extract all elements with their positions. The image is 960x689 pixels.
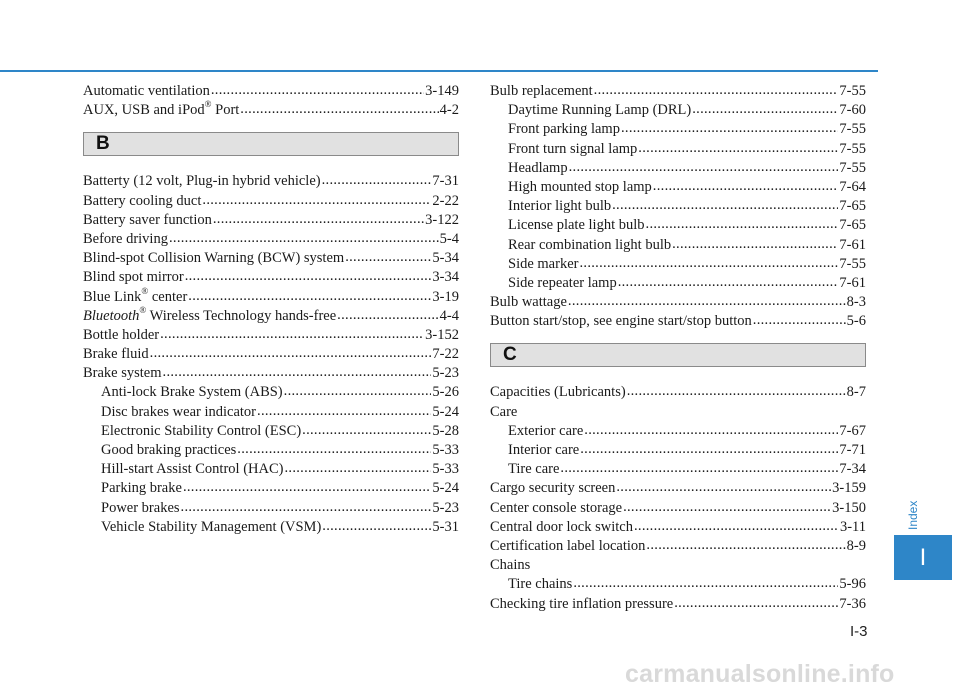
dot-leader bbox=[569, 158, 839, 177]
entry-page-ref: 5-28 bbox=[432, 422, 459, 439]
index-entry[interactable] bbox=[83, 479, 459, 498]
entry-label bbox=[508, 575, 572, 594]
dot-leader bbox=[674, 594, 838, 613]
dot-leader bbox=[211, 81, 424, 100]
entry-label-suffix: Port bbox=[211, 102, 240, 119]
dot-leader bbox=[672, 235, 838, 254]
entry-page-ref: 5-26 bbox=[432, 384, 459, 401]
entry-page-ref: 5-96 bbox=[839, 576, 866, 593]
entry-label bbox=[101, 518, 321, 537]
index-entry[interactable] bbox=[490, 403, 866, 422]
section-letter-c: C bbox=[503, 344, 517, 366]
dot-leader bbox=[653, 177, 839, 196]
index-entry[interactable] bbox=[490, 441, 866, 460]
entry-page-ref: 7-65 bbox=[839, 217, 866, 234]
entry-label-suffix: center bbox=[148, 288, 188, 305]
dot-leader bbox=[638, 139, 838, 158]
entry-page-ref: 5-6 bbox=[846, 313, 866, 330]
entry-page-ref: 7-61 bbox=[839, 274, 866, 291]
index-column-left bbox=[83, 82, 459, 537]
entry-label bbox=[490, 403, 517, 422]
dot-leader bbox=[616, 478, 831, 497]
entry-label bbox=[508, 441, 579, 460]
index-entry[interactable] bbox=[83, 82, 459, 101]
entry-page-ref: 3-159 bbox=[832, 480, 866, 497]
entry-page-ref: 7-31 bbox=[432, 173, 459, 190]
entry-label bbox=[83, 192, 201, 211]
page-number: I-3 bbox=[850, 623, 868, 640]
entry-label-text: Side marker bbox=[508, 255, 579, 272]
entry-label-text: Checking tire inflation pressure bbox=[490, 595, 674, 612]
dot-leader bbox=[160, 325, 424, 344]
entry-page-ref: 3-122 bbox=[425, 211, 459, 228]
index-entry[interactable] bbox=[83, 268, 459, 287]
section-letter-b: B bbox=[96, 133, 110, 155]
entry-label-text: High mounted stop lamp bbox=[508, 178, 652, 195]
index-entry[interactable] bbox=[83, 192, 459, 211]
entry-label-text: Parking brake bbox=[101, 480, 182, 497]
index-entry[interactable] bbox=[83, 249, 459, 268]
entry-page-ref: 7-36 bbox=[839, 595, 866, 612]
entry-label-text: Front turn signal lamp bbox=[508, 140, 638, 157]
index-entry[interactable] bbox=[490, 575, 866, 594]
entry-page-ref: 7-34 bbox=[839, 461, 866, 478]
dot-leader bbox=[621, 119, 838, 138]
entry-page-ref: 5-4 bbox=[439, 230, 459, 247]
entry-label bbox=[508, 159, 568, 178]
watermark: carmanualsonline.info bbox=[625, 660, 895, 688]
entry-page-ref: 4-4 bbox=[439, 307, 459, 324]
entry-label bbox=[508, 460, 559, 479]
index-entry[interactable] bbox=[490, 159, 866, 178]
entries-b-list bbox=[83, 172, 459, 537]
entry-label-text: Before driving bbox=[83, 230, 168, 247]
entry-page-ref: 7-55 bbox=[839, 255, 866, 272]
index-entry[interactable] bbox=[83, 383, 459, 402]
dot-leader bbox=[322, 517, 431, 536]
entry-label-text: Chains bbox=[490, 557, 531, 574]
index-entry[interactable] bbox=[490, 537, 866, 556]
entry-label-text: Bluetooth bbox=[83, 307, 140, 324]
index-tab-label: Index bbox=[906, 500, 920, 530]
entry-page-ref: 5-31 bbox=[432, 518, 459, 535]
index-entry[interactable] bbox=[83, 499, 459, 518]
entry-label bbox=[508, 120, 620, 139]
dot-leader bbox=[612, 196, 838, 215]
entry-label bbox=[490, 499, 622, 518]
entry-page-ref: 7-67 bbox=[839, 422, 866, 439]
entry-label-text: Disc brakes wear indicator bbox=[101, 403, 257, 420]
entry-label-text: Vehicle Stability Management (VSM) bbox=[101, 518, 322, 535]
index-entry[interactable] bbox=[490, 101, 866, 120]
index-entry[interactable] bbox=[490, 293, 866, 312]
dot-leader bbox=[169, 229, 439, 248]
entry-label-text: Hill-start Assist Control (HAC) bbox=[101, 461, 284, 478]
entry-label bbox=[508, 197, 611, 216]
entries-b2-list bbox=[490, 82, 866, 331]
entry-label-text: Rear combination light bulb bbox=[508, 236, 672, 253]
entry-label-text: License plate light bulb bbox=[508, 217, 645, 234]
entry-label bbox=[490, 479, 615, 498]
dot-leader bbox=[188, 287, 431, 306]
index-tab-letter[interactable]: I bbox=[894, 535, 952, 580]
index-entry[interactable] bbox=[83, 518, 459, 537]
entry-page-ref: 7-60 bbox=[839, 102, 866, 119]
index-entry[interactable] bbox=[83, 403, 459, 422]
index-entry[interactable] bbox=[490, 216, 866, 235]
entry-label bbox=[490, 537, 645, 556]
entry-label-text: Button start/stop, see engine start/stop button bbox=[490, 313, 752, 330]
index-entry[interactable] bbox=[490, 197, 866, 216]
dot-leader bbox=[584, 421, 838, 440]
index-entry[interactable] bbox=[83, 285, 459, 307]
entry-page-ref: 3-149 bbox=[425, 83, 459, 99]
index-entry[interactable] bbox=[490, 479, 866, 498]
entry-label bbox=[508, 274, 617, 293]
entry-label-text: Bulb replacement bbox=[490, 83, 593, 99]
entry-label bbox=[490, 518, 633, 537]
dot-leader bbox=[150, 344, 432, 363]
dot-leader bbox=[183, 478, 431, 497]
index-entry[interactable] bbox=[83, 460, 459, 479]
entry-label-text: Blind-spot Collision Warning (BCW) system bbox=[83, 250, 345, 267]
entry-page-ref: 7-61 bbox=[839, 236, 866, 253]
entry-label bbox=[490, 312, 752, 331]
index-entry[interactable] bbox=[83, 211, 459, 230]
entry-label bbox=[83, 268, 184, 287]
entry-page-ref: 5-33 bbox=[432, 461, 459, 478]
entry-label-text: Side repeater lamp bbox=[508, 274, 617, 291]
entry-page-ref: 7-55 bbox=[839, 159, 866, 176]
entry-page-ref: 3-11 bbox=[839, 518, 866, 535]
index-entry[interactable] bbox=[83, 304, 459, 326]
index-entry[interactable] bbox=[490, 178, 866, 197]
index-entry[interactable] bbox=[83, 101, 459, 120]
dot-leader bbox=[202, 191, 431, 210]
entry-page-ref: 5-33 bbox=[432, 442, 459, 458]
entry-label-text: Tire care bbox=[508, 461, 560, 478]
entry-label bbox=[83, 285, 188, 307]
dot-leader bbox=[573, 574, 838, 593]
entry-label bbox=[83, 82, 210, 101]
entry-label-text: Brake system bbox=[83, 365, 162, 382]
entry-label-text: Center console storage bbox=[490, 499, 623, 516]
entry-label bbox=[490, 82, 593, 101]
registered-mark: ® bbox=[139, 304, 147, 315]
dot-leader bbox=[646, 215, 839, 234]
dot-leader bbox=[213, 210, 424, 229]
entry-page-ref: 5-23 bbox=[432, 365, 459, 382]
index-entry[interactable] bbox=[490, 518, 866, 537]
entry-label-text: Front parking lamp bbox=[508, 121, 620, 138]
entry-page-ref: 5-24 bbox=[432, 480, 459, 497]
entry-page-ref: 2-22 bbox=[432, 192, 459, 209]
entry-page-ref: 8-3 bbox=[846, 294, 866, 311]
entry-label bbox=[508, 236, 671, 255]
entry-label-text: Battery cooling duct bbox=[83, 192, 202, 209]
entry-label-text: Blue Link bbox=[83, 288, 142, 305]
entry-label-text: Daytime Running Lamp (DRL) bbox=[508, 102, 692, 119]
entry-label bbox=[490, 595, 673, 614]
dot-leader bbox=[284, 382, 432, 401]
entry-label bbox=[101, 479, 182, 498]
entry-label-suffix: Wireless Technology hands-free bbox=[146, 307, 337, 324]
entry-label-text: Brake fluid bbox=[83, 346, 149, 363]
index-entry[interactable] bbox=[490, 422, 866, 441]
entry-label-text: Care bbox=[490, 403, 518, 420]
entry-label-text: Automatic ventilation bbox=[83, 83, 210, 99]
dot-leader bbox=[692, 100, 838, 119]
dot-leader bbox=[322, 171, 432, 190]
entry-label bbox=[83, 364, 162, 383]
entry-label bbox=[101, 403, 256, 422]
entry-label bbox=[83, 304, 337, 326]
index-entry[interactable] bbox=[490, 140, 866, 159]
index-entry[interactable] bbox=[490, 383, 866, 402]
top-rule bbox=[0, 70, 878, 72]
entry-label bbox=[83, 249, 344, 268]
entry-page-ref: 7-55 bbox=[839, 83, 866, 99]
entry-page-ref: 3-34 bbox=[432, 269, 459, 286]
index-entry[interactable] bbox=[490, 499, 866, 518]
dot-leader bbox=[627, 382, 846, 401]
entries-a-list bbox=[83, 82, 459, 120]
entries-c-list bbox=[490, 383, 866, 613]
dot-leader bbox=[634, 517, 839, 536]
entry-label bbox=[101, 460, 283, 479]
entry-page-ref: 8-7 bbox=[846, 384, 866, 401]
entry-label-text: Power brakes bbox=[101, 499, 180, 516]
entry-label bbox=[508, 101, 691, 120]
entry-page-ref: 3-152 bbox=[425, 326, 459, 343]
entry-page-ref: 7-71 bbox=[839, 442, 866, 458]
entry-label-text: Central door lock switch bbox=[490, 518, 633, 535]
dot-leader bbox=[257, 402, 431, 421]
entry-label bbox=[101, 383, 283, 402]
entry-label-text: Batterty (12 volt, Plug-in hybrid vehicle) bbox=[83, 173, 321, 190]
dot-leader bbox=[594, 81, 839, 100]
entry-page-ref: 8-9 bbox=[846, 537, 866, 554]
entry-page-ref: 7-22 bbox=[432, 346, 459, 363]
entry-label bbox=[508, 255, 578, 274]
entry-page-ref: 5-23 bbox=[432, 499, 459, 516]
dot-leader bbox=[163, 363, 432, 382]
entry-label bbox=[508, 140, 637, 159]
dot-leader bbox=[185, 267, 432, 286]
index-column-right bbox=[490, 82, 866, 614]
dot-leader bbox=[237, 440, 431, 459]
dot-leader bbox=[580, 440, 838, 459]
entry-label bbox=[508, 216, 645, 235]
dot-leader bbox=[579, 254, 838, 273]
entry-page-ref: 7-65 bbox=[839, 198, 866, 215]
entry-label bbox=[490, 293, 567, 312]
index-entry[interactable] bbox=[490, 82, 866, 101]
dot-leader bbox=[345, 248, 431, 267]
entry-label-text: Capacities (Lubricants) bbox=[490, 384, 626, 401]
index-entry[interactable] bbox=[490, 274, 866, 293]
entry-label bbox=[83, 172, 321, 191]
index-entry[interactable] bbox=[490, 595, 866, 614]
entry-page-ref: 4-2 bbox=[439, 102, 459, 119]
dot-leader bbox=[284, 459, 431, 478]
dot-leader bbox=[560, 459, 838, 478]
dot-leader bbox=[753, 311, 846, 330]
entry-page-ref: 7-55 bbox=[839, 121, 866, 138]
index-entry[interactable] bbox=[490, 236, 866, 255]
index-entry[interactable] bbox=[83, 345, 459, 364]
entry-label bbox=[83, 326, 159, 345]
index-entry[interactable] bbox=[83, 422, 459, 441]
entry-label bbox=[101, 499, 180, 518]
entry-label-text: Headlamp bbox=[508, 159, 568, 176]
index-entry[interactable] bbox=[83, 441, 459, 460]
entry-label bbox=[83, 101, 239, 120]
entry-label-text: Bulb wattage bbox=[490, 294, 567, 311]
index-entry[interactable] bbox=[490, 312, 866, 331]
entry-label-text: Electronic Stability Control (ESC) bbox=[101, 422, 302, 439]
dot-leader bbox=[337, 306, 438, 325]
index-entry[interactable] bbox=[490, 255, 866, 274]
entry-label bbox=[101, 441, 236, 460]
index-entry[interactable] bbox=[83, 230, 459, 249]
section-header-b bbox=[83, 132, 459, 156]
entry-label bbox=[83, 230, 168, 249]
entry-label-text: Certification label location bbox=[490, 537, 646, 554]
entry-label-text: Exterior care bbox=[508, 422, 584, 439]
entry-label-text: Cargo security screen bbox=[490, 480, 616, 497]
entry-page-ref: 7-55 bbox=[839, 140, 866, 157]
entry-label bbox=[83, 211, 212, 230]
dot-leader bbox=[623, 498, 831, 517]
entry-label-text: Tire chains bbox=[508, 576, 573, 593]
index-entry[interactable] bbox=[490, 460, 866, 479]
entry-page-ref: 3-150 bbox=[832, 499, 866, 516]
dot-leader bbox=[618, 273, 839, 292]
registered-mark: ® bbox=[141, 285, 149, 296]
entry-label bbox=[490, 556, 530, 575]
entry-label-text: Bottle holder bbox=[83, 326, 160, 343]
entry-label bbox=[508, 178, 652, 197]
dot-leader bbox=[181, 498, 432, 517]
entry-page-ref: 5-24 bbox=[432, 403, 459, 420]
entry-page-ref: 5-34 bbox=[432, 250, 459, 267]
entry-label-text: AUX, USB and iPod bbox=[83, 102, 205, 119]
index-entry[interactable] bbox=[83, 326, 459, 345]
entry-label-text: Interior light bulb bbox=[508, 198, 612, 215]
entry-label-text: Anti-lock Brake System (ABS) bbox=[101, 384, 283, 401]
dot-leader bbox=[302, 421, 431, 440]
entry-page-ref: 3-19 bbox=[432, 288, 459, 305]
entry-label bbox=[83, 345, 149, 364]
dot-leader bbox=[240, 100, 438, 119]
dot-leader bbox=[568, 292, 846, 311]
entry-page-ref: 7-64 bbox=[839, 178, 866, 195]
entry-label bbox=[101, 422, 301, 441]
registered-mark: ® bbox=[204, 99, 212, 110]
entry-label-text: Blind spot mirror bbox=[83, 269, 184, 286]
dot-leader bbox=[646, 536, 845, 555]
index-entry[interactable] bbox=[83, 364, 459, 383]
entry-label bbox=[490, 383, 626, 402]
index-entry[interactable] bbox=[83, 172, 459, 191]
entry-label-text: Good braking practices bbox=[101, 442, 237, 458]
entry-label-text: Battery saver function bbox=[83, 211, 212, 228]
index-entry[interactable] bbox=[490, 120, 866, 139]
entry-label-text: Interior care bbox=[508, 442, 580, 458]
section-header-c bbox=[490, 343, 866, 367]
entry-label bbox=[508, 422, 583, 441]
index-entry[interactable] bbox=[490, 556, 866, 575]
